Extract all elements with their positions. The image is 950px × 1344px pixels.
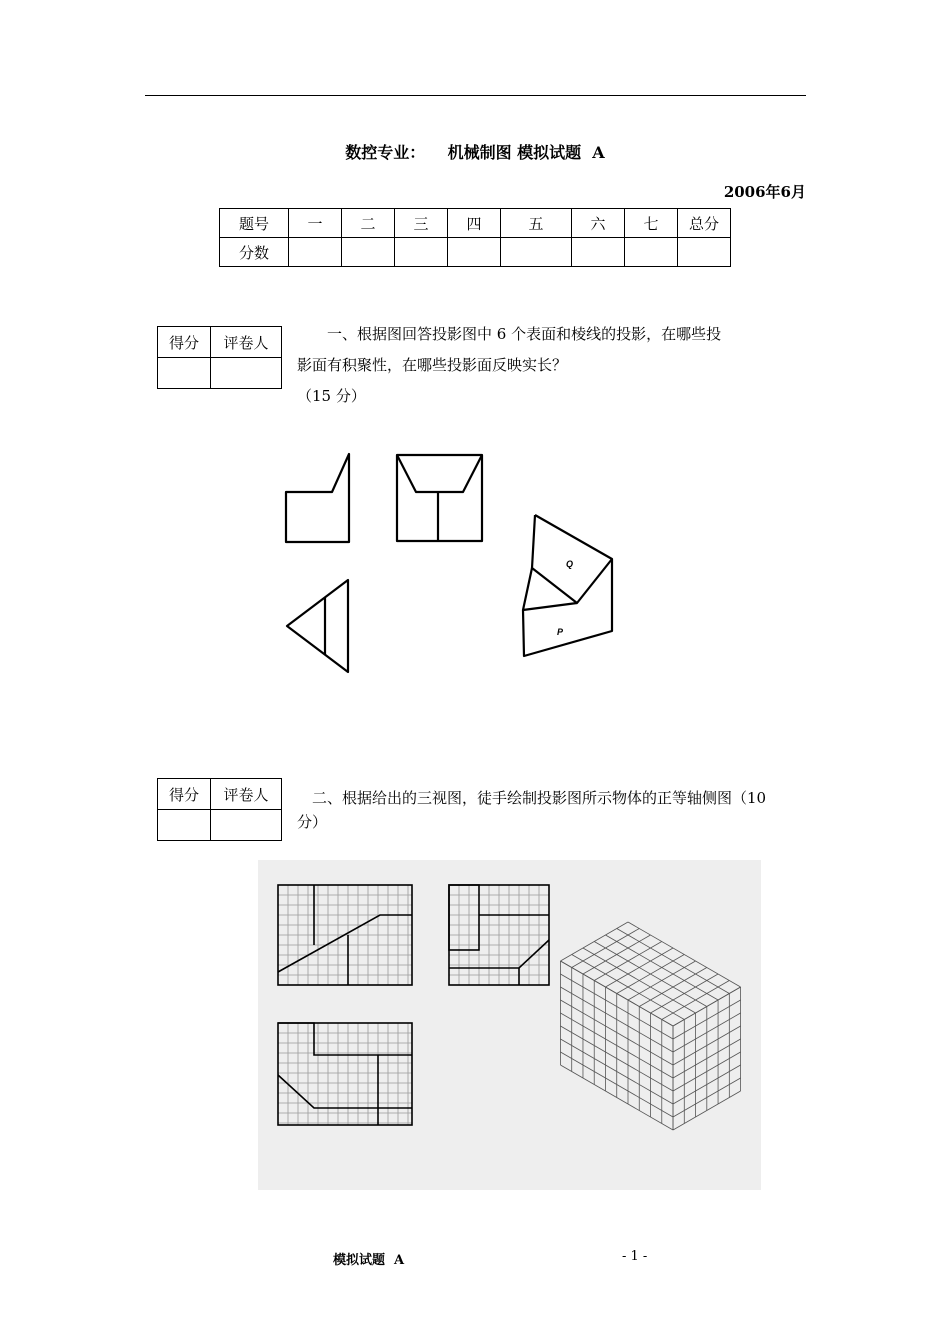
grader-name-label: 评卷人: [211, 327, 282, 358]
side-view: [287, 580, 348, 672]
score-table-header-row: [220, 209, 731, 238]
score-table-header: 七: [625, 209, 678, 238]
score-table-header: 四: [448, 209, 501, 238]
grader-score-cell[interactable]: [158, 358, 211, 389]
exam-date: 2006年6月: [723, 183, 806, 201]
score-table-row-label: 分数: [220, 238, 289, 267]
question1-projection-figure: [270, 440, 620, 700]
grader-name-cell[interactable]: [211, 810, 282, 841]
score-table-header: 六: [572, 209, 625, 238]
score-table-header: 一: [289, 209, 342, 238]
grader-score-label: 得分: [158, 779, 211, 810]
grader-box-q2: [157, 778, 282, 841]
page-title: 数控专业： 机械制图 模拟试题 A: [345, 143, 605, 162]
score-cell[interactable]: [289, 238, 342, 267]
page-number: - 1 -: [622, 1249, 648, 1264]
top-view: [397, 455, 482, 541]
grader-score-label: 得分: [158, 327, 211, 358]
score-table-header: 题号: [220, 209, 289, 238]
score-cell[interactable]: [448, 238, 501, 267]
score-table-header: 总分: [678, 209, 731, 238]
score-table-header: 三: [395, 209, 448, 238]
header-rule: [145, 95, 806, 96]
grader-name-cell[interactable]: [211, 358, 282, 389]
score-cell[interactable]: [572, 238, 625, 267]
face-label-p: P: [557, 627, 564, 637]
question1-points: （15 分）: [297, 387, 366, 405]
score-cell[interactable]: [501, 238, 572, 267]
score-cell[interactable]: [678, 238, 731, 267]
grader-score-cell[interactable]: [158, 810, 211, 841]
score-cell[interactable]: [342, 238, 395, 267]
question2-line2: 分）: [297, 813, 328, 831]
isometric-view: [523, 515, 612, 656]
score-cell[interactable]: [625, 238, 678, 267]
question1-line2: 影面有积聚性，在哪些投影面反映实长？: [297, 356, 568, 374]
grader-box-q1: [157, 326, 282, 389]
score-table-score-row: [220, 238, 731, 267]
score-table-header: 五: [501, 209, 572, 238]
question2-line1: 二、根据给出的三视图，徒手绘制投影图所示物体的正等轴侧图（10: [312, 789, 767, 807]
question1-line1: 一、根据图回答投影图中 6 个表面和棱线的投影，在哪些投: [327, 325, 722, 343]
front-view: [286, 454, 349, 542]
footer-title: 模拟试题 A: [333, 1253, 405, 1268]
score-cell[interactable]: [395, 238, 448, 267]
question2-three-view-figure: [258, 860, 761, 1190]
face-label-q: Q: [566, 559, 574, 569]
score-table: [219, 208, 731, 267]
score-table-header: 二: [342, 209, 395, 238]
grader-name-label: 评卷人: [211, 779, 282, 810]
